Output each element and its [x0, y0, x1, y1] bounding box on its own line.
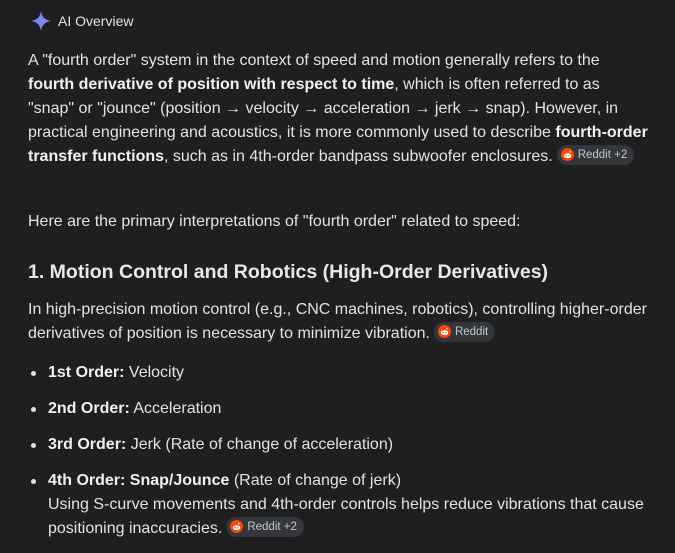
- intro-text-1: A "fourth order" system in the context of speed and motion generally refers to the: [28, 52, 600, 69]
- reddit-icon: [230, 520, 243, 533]
- list-item: [28, 433, 648, 457]
- list-item-label: 3rd Order:: [48, 436, 127, 453]
- lead-paragraph: Here are the primary interpretations of "fourth order" related to speed:: [28, 213, 521, 230]
- list-item: [28, 397, 648, 421]
- intro-text-3: , such as in 4th-order bandpass subwoofer enclosures.: [164, 148, 553, 165]
- list-item-subtext-body: Using S-curve movements and 4th-order controls helps reduce vibrations that cause positioning inaccuracies.: [48, 496, 644, 537]
- list-item-text: Velocity: [124, 364, 185, 381]
- intro-bold-2: fourth-order transfer functions: [28, 124, 648, 165]
- source-chip[interactable]: [557, 145, 635, 165]
- section-heading: 1. Motion Control and Robotics (High-Order Derivatives): [28, 261, 549, 283]
- source-chip-label: Reddit +2: [577, 148, 628, 161]
- source-chip[interactable]: [226, 517, 304, 537]
- list-item-label: 2nd Order:: [48, 400, 130, 417]
- ai-overview-header: [30, 9, 133, 33]
- list-item-text: (Rate of change of jerk): [229, 472, 402, 489]
- list-item-text: Jerk (Rate of change of acceleration): [126, 436, 394, 453]
- order-list: [28, 361, 648, 553]
- list-item-text: Acceleration: [129, 400, 222, 417]
- intro-bold-1: fourth derivative of position with respect to time: [28, 76, 395, 93]
- source-chip-label: Reddit: [454, 325, 489, 338]
- list-item-label: 1st Order:: [48, 364, 125, 381]
- section-text: In high-precision motion control (e.g., CNC machines, robotics), controlling higher-order derivatives of position is necessary to minimize vibration.: [28, 301, 647, 342]
- intro-paragraph: [28, 49, 648, 169]
- reddit-icon: [438, 325, 451, 338]
- list-item: [28, 361, 648, 385]
- intro-text-2: , which is often referred to as "snap" or "jounce" (position → velocity → acceleration → jerk → snap). However, in practical engineering and acoustics, it is more commonly used to describe: [28, 76, 619, 141]
- list-item-subtext: [48, 493, 648, 541]
- reddit-icon: [561, 148, 574, 161]
- source-chip[interactable]: [434, 322, 495, 342]
- gemini-sparkle-icon: [30, 10, 52, 32]
- ai-overview-title: AI Overview: [58, 13, 134, 29]
- section-paragraph: [28, 298, 648, 346]
- list-item: [28, 469, 648, 541]
- source-chip-label: Reddit +2: [247, 520, 297, 533]
- list-item-label: 4th Order: Snap/Jounce: [48, 472, 230, 489]
